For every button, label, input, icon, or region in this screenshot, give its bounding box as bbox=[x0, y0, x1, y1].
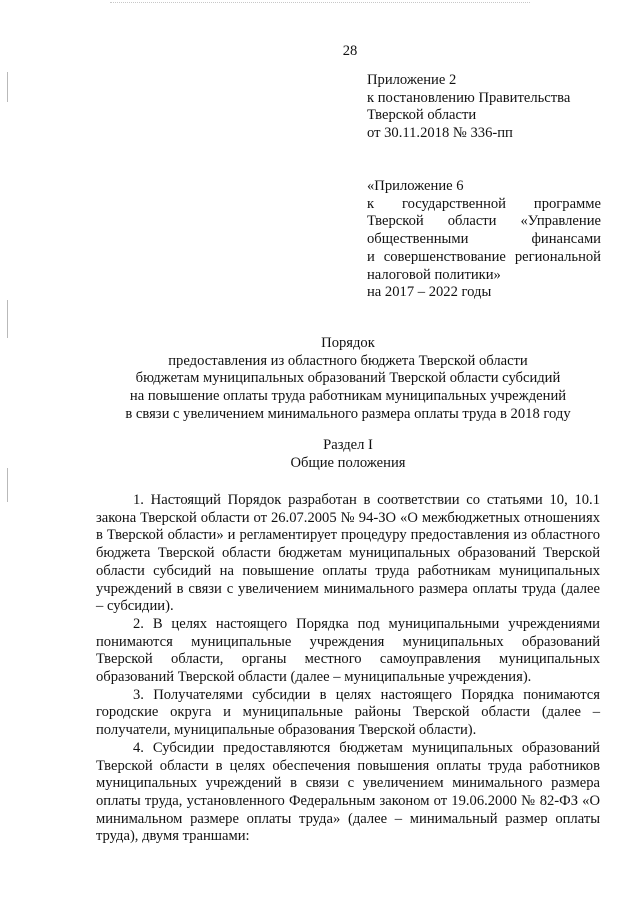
appendix-6-line: к государственной программе bbox=[367, 195, 601, 212]
scan-left-edge-mark bbox=[7, 300, 8, 338]
section-name: Общие положения bbox=[290, 454, 406, 471]
title-line: Порядок bbox=[321, 335, 375, 351]
body-text bbox=[96, 492, 600, 846]
title-line: в связи с увеличением минимального размера оплаты труда в 2018 году bbox=[125, 405, 571, 422]
title-line: предоставления из областного бюджета Тверской области bbox=[168, 352, 528, 369]
appendix-2-block bbox=[367, 72, 601, 143]
paragraph-2: 2. В целях настоящего Порядка под муниципальными учреждениями понимаются муниципальные учреждения муниципальных образований Тверской области, органы местного самоуправления муниципальных образований Тверской области (далее – муниципальные учреждения). bbox=[96, 615, 600, 686]
scan-left-edge-mark bbox=[7, 72, 8, 102]
appendix-6-line: налоговой политики» bbox=[367, 266, 501, 283]
appendix-6-block bbox=[367, 178, 601, 302]
appendix-6-line: Тверской области «Управление bbox=[367, 213, 601, 230]
scan-top-edge bbox=[110, 2, 530, 3]
section-heading bbox=[96, 437, 600, 472]
scan-left-edge-mark bbox=[7, 468, 8, 502]
appendix-6-line: общественными финансами bbox=[367, 231, 601, 248]
title-line: бюджетам муниципальных образований Тверской области субсидий bbox=[135, 370, 561, 387]
appendix-2-line: Тверской области bbox=[367, 107, 477, 124]
paragraph-4: 4. Субсидии предоставляются бюджетам муниципальных образований Тверской области в целях обеспечения повышения оплаты труда работников муниципальных учреждений в связи с увеличением минимального размера оплаты труда, установленного Федеральным законом от 19.06.2000 № 82-ФЗ «О минимальном размере оплаты труда» (далее – минимальный размер оплаты труда), двумя траншами: bbox=[96, 739, 600, 845]
title-line: на повышение оплаты труда работникам муниципальных учреждений bbox=[129, 388, 567, 405]
appendix-2-line: к постановлению Правительства bbox=[367, 89, 571, 106]
document-title bbox=[96, 335, 600, 424]
page-number: 28 bbox=[342, 43, 358, 59]
section-number: Раздел I bbox=[323, 437, 373, 453]
appendix-2-line: от 30.11.2018 № 336-пп bbox=[367, 125, 513, 142]
paragraph-1: 1. Настоящий Порядок разработан в соответствии со статьями 10, 10.1 закона Тверской области от 26.07.2005 № 94-ЗО «О межбюджетных отношениях в Тверской области» и регламентирует процедуру предоставления из областного бюджета Тверской области бюджетам муниципальных образований Тверской области субсидий на повышение оплаты труда работникам муниципальных учреждений в связи с увеличением минимального размера оплаты труда (далее – субсидии). bbox=[96, 492, 600, 615]
paragraph-3: 3. Получателями субсидии в целях настоящего Порядка понимаются городские округа и муниципальные районы Тверской области (далее – получатели, муниципальные образования Тверской области). bbox=[96, 686, 600, 739]
appendix-6-line: на 2017 – 2022 годы bbox=[367, 284, 492, 301]
appendix-2-line: Приложение 2 bbox=[367, 72, 457, 88]
appendix-6-line: и совершенствование региональной bbox=[367, 248, 601, 265]
appendix-6-line: «Приложение 6 bbox=[367, 178, 464, 194]
